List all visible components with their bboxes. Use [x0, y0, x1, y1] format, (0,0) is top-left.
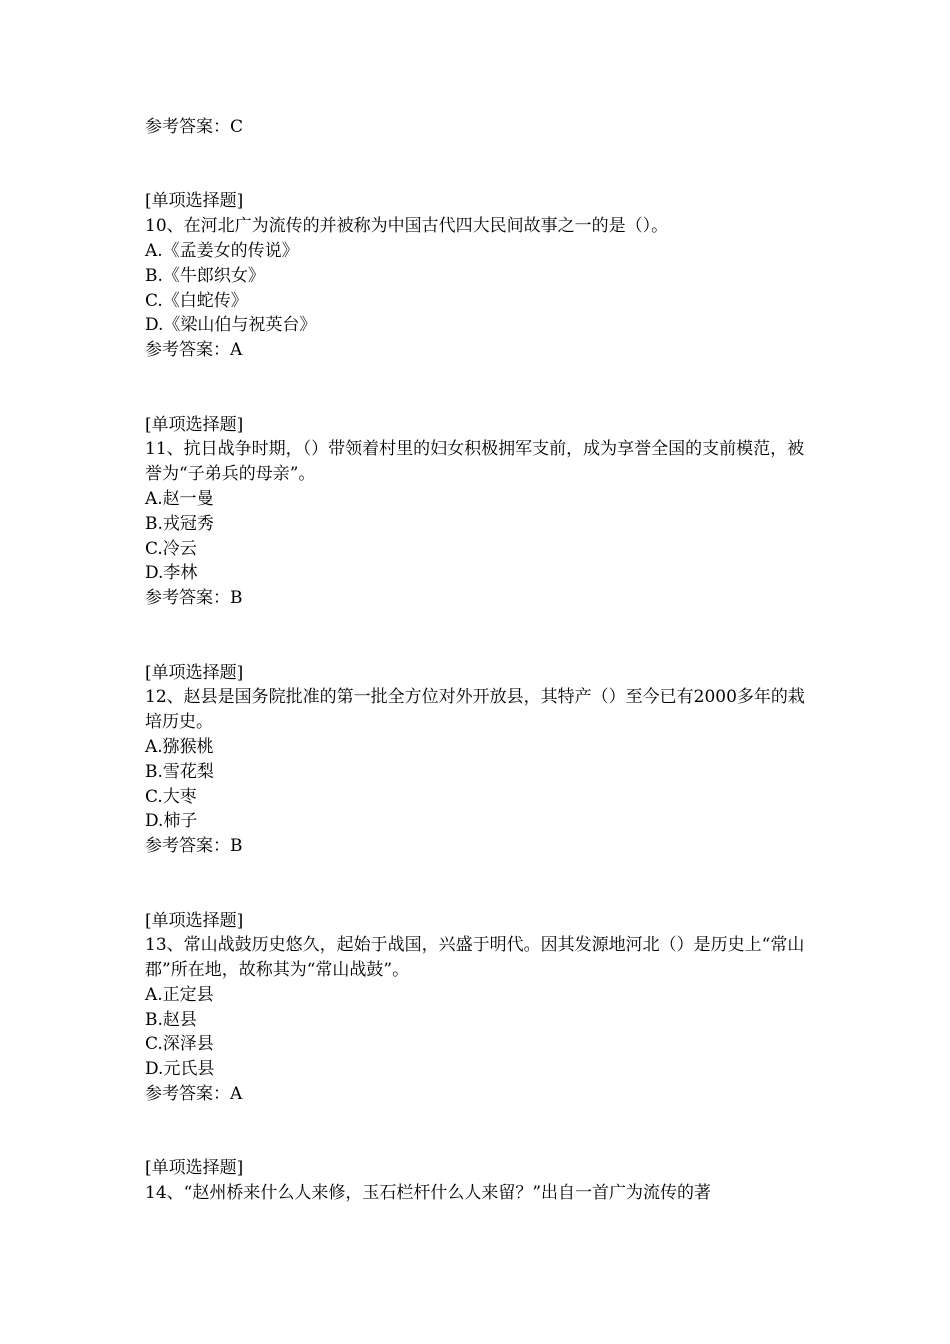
option-c: C.深泽县	[145, 1034, 214, 1055]
option-d: D.元氏县	[145, 1059, 215, 1080]
option-d: D.柿子	[145, 811, 198, 832]
question-block	[145, 661, 805, 859]
question-type: [单项选择题]	[145, 414, 244, 435]
question-block	[145, 1156, 805, 1206]
question-type: [单项选择题]	[145, 191, 244, 212]
question-stem: 13、常山战鼓历史悠久，起始于战国，兴盛于明代。因其发源地河北（）是历史上“常山郡”所在地，故称其为“常山战鼓”。	[145, 935, 805, 981]
option-b: B.赵县	[145, 1009, 197, 1030]
option-a: A.猕猴桃	[145, 736, 214, 757]
option-c: C.《白蛇传》	[145, 290, 248, 311]
answer-line: 参考答案：B	[145, 836, 243, 857]
question-block	[145, 413, 805, 611]
question-stem: 12、赵县是国务院批准的第一批全方位对外开放县，其特产（）至今已有2000多年的栽培历史。	[145, 687, 805, 733]
question-type: [单项选择题]	[145, 662, 244, 683]
option-d: D.《梁山伯与祝英台》	[145, 315, 317, 336]
option-b: B.戎冠秀	[145, 513, 214, 534]
option-c: C.冷云	[145, 538, 197, 559]
question-type: [单项选择题]	[145, 1158, 244, 1179]
question-block	[145, 189, 805, 363]
answer-line: 参考答案：C	[145, 117, 244, 137]
answer-line: 参考答案：B	[145, 588, 243, 609]
question-type: [单项选择题]	[145, 910, 244, 931]
option-a: A.赵一曼	[145, 488, 214, 509]
answer-line: 参考答案：A	[145, 340, 243, 361]
question-block	[145, 909, 805, 1107]
document-page	[145, 115, 805, 1206]
option-c: C.大枣	[145, 786, 197, 807]
option-d: D.李林	[145, 563, 198, 584]
option-a: A.正定县	[145, 984, 214, 1005]
option-b: B.雪花梨	[145, 761, 214, 782]
question-stem: 14、“赵州桥来什么人来修，玉石栏杆什么人来留？”出自一首广为流传的著	[145, 1183, 712, 1204]
option-b: B.《牛郎织女》	[145, 265, 265, 286]
question-stem: 10、在河北广为流传的并被称为中国古代四大民间故事之一的是（）。	[145, 216, 669, 237]
option-a: A.《孟姜女的传说》	[145, 240, 299, 261]
question-stem: 11、抗日战争时期，（）带领着村里的妇女积极拥军支前，成为享誉全国的支前模范，被誉为“子弟兵的母亲”。	[145, 439, 805, 485]
answer-line: 参考答案：A	[145, 1084, 243, 1105]
